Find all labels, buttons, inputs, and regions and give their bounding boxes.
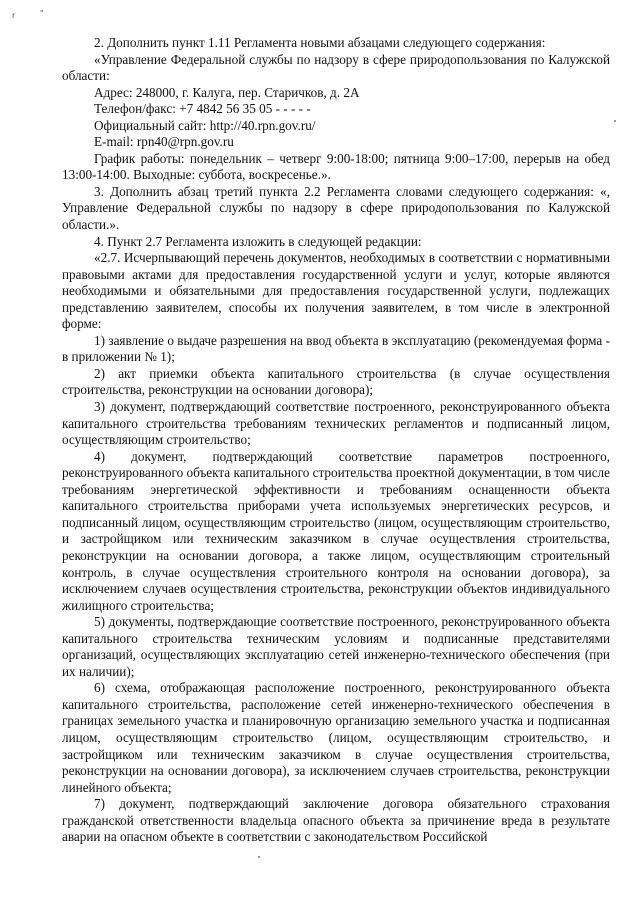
phone-line: Телефон/факс: +7 4842 56 35 05 - - - - - [94, 101, 311, 117]
scan-speck [614, 120, 616, 122]
website-line: Официальный сайт: http://40.rpn.gov.ru/ [94, 117, 316, 133]
list-item-4: 4) документ, подтверждающий соответствие параметров построенного, реконструированного объекта капитального строительства проектной документации, в том числе требованиям энергетической эффективности и требованиям оснащенности объекта капитального строительства приборами учета используемых энергетических ресурсов, и подписанный лицом, осуществляющим строительство (лицом, осуществляющим строительство, и застройщиком или техническим заказчиком в случае осуществления строительства, реконструкции на основании договора, а также лицом, осуществляющим строительный контроль, в случае осуществления строительного контроля на основании договора), за исключением случаев осуществления строительства, реконструкции объектов индивидуального жилищного строительства; [62, 448, 610, 613]
list-item-1: 1) заявление о выдаче разрешения на ввод объекта в эксплуатацию (рекомендуемая форма - в приложении № 1); [62, 332, 610, 365]
paragraph-3: 3. Дополнить абзац третий пункта 2.2 Регламента словами следующего содержания: «, Управление Федеральной службы по надзору в сфере природопользования по Калужской области.». [62, 183, 610, 233]
schedule-paragraph: График работы: понедельник – четверг 9:00-18:00; пятница 9:00–17:00, перерыв на обед 13:00-14:00. Выходные: суббота, воскресенье.». [62, 150, 610, 183]
corner-mark-right: " [40, 9, 44, 18]
paragraph-1: 2. Дополнить пункт 1.11 Регламента новыми абзацами следующего содержания: [94, 35, 546, 50]
address-line: Адрес: 248000, г. Калуга, пер. Старичков, д. 2А [94, 84, 360, 100]
list-item-3: 3) документ, подтверждающий соответствие построенного, реконструированного объекта капитального строительства требованиям технических регламентов и подписанный лицом, осуществляющим строительство; [62, 399, 610, 448]
list-item-7: 7) документ, подтверждающий заключение договора обязательного страхования гражданской ответственности владельца опасного объекта за причинение вреда в результате аварии на опасном объекте в соответствии с законодательством Российской [62, 796, 610, 845]
paragraph-2: «Управление Федеральной службы по надзору в сфере природопользования по Калужской области: [62, 51, 610, 84]
corner-mark-left: r [12, 11, 16, 20]
document-body [62, 35, 610, 846]
scan-speck [258, 856, 260, 858]
list-item-2: 2) акт приемки объекта капитального строительства (в случае осуществления строительства, реконструкции на основании договора); [62, 365, 610, 398]
paragraph-2-7: «2.7. Исчерпывающий перечень документов, необходимых в соответствии с нормативными правовыми актами для предоставления государственной услуги и услуг, которые являются необходимыми и обязательными для предоставления государственной услуги, подлежащих представлению заявителем, способы их получения заявителем, в том числе в электронной форме: [62, 250, 610, 332]
email-line: E-mail: rpn40@rpn.gov.ru [94, 134, 234, 150]
list-item-6: 6) схема, отображающая расположение построенного, реконструированного объекта капитального строительства, расположение сетей инженерно-технического обеспечения в границах земельного участка и планировочную организацию земельного участка и подписанная лицом, осуществляющим строительство (лицом, осуществляющим строительство, и застройщиком или техническим заказчиком в случае осуществления строительства, реконструкции на основании договора), за исключением случаев строительства, реконструкции линейного объекта; [62, 680, 610, 795]
paragraph-4: 4. Пункт 2.7 Регламента изложить в следующей редакции: [94, 233, 422, 249]
list-item-5: 5) документы, подтверждающие соответствие построенного, реконструированного объекта капитального строительства техническим условиям и подписанные представителями организаций, осуществляющих эксплуатацию сетей инженерно-технического обеспечения (при их наличии); [62, 614, 610, 679]
